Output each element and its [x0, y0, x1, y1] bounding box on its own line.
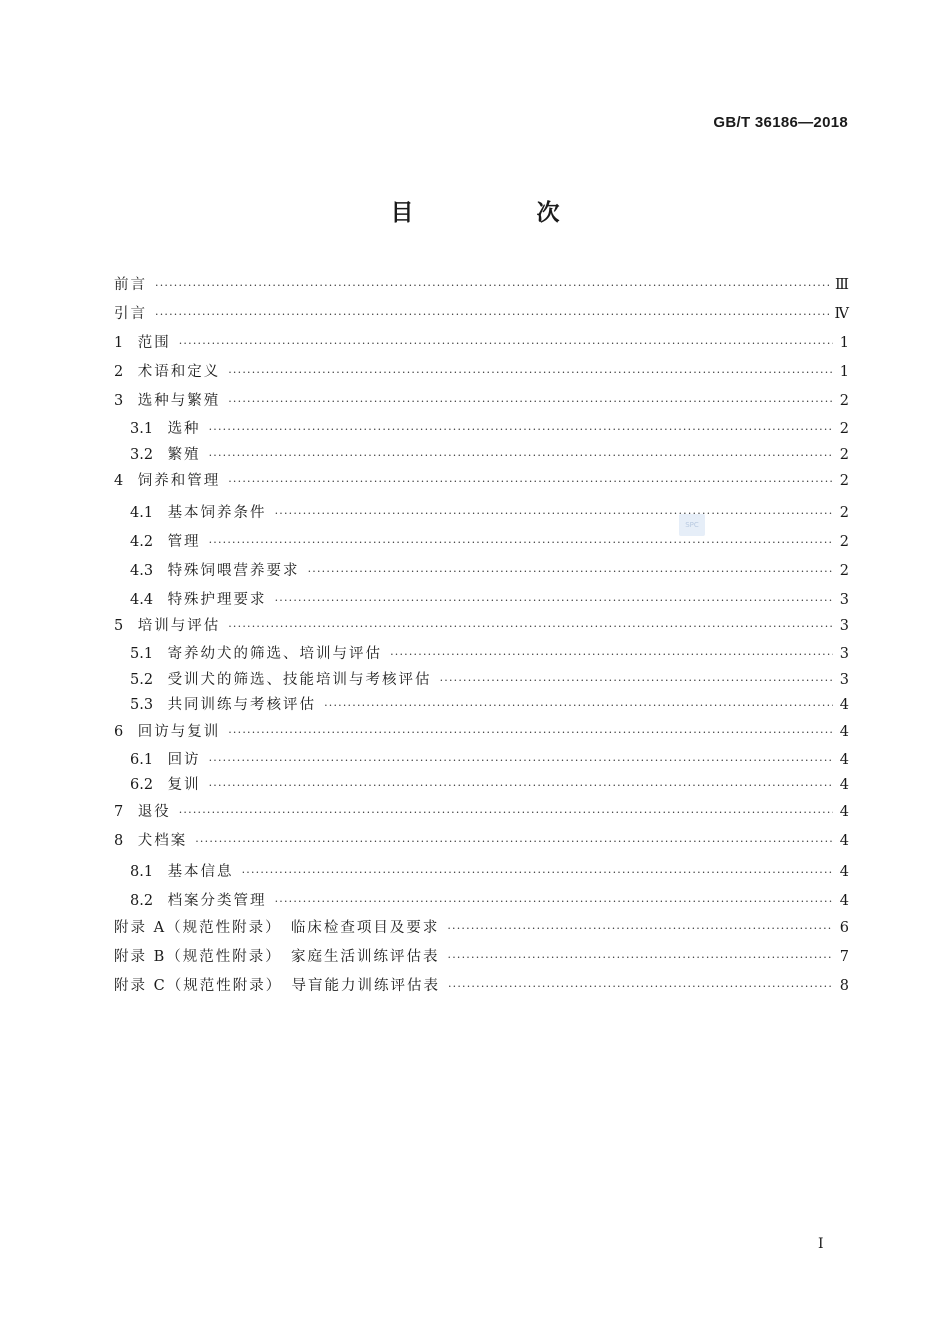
toc-entry-page: 2: [839, 562, 849, 579]
toc-entry-label: 基本信息: [167, 864, 234, 880]
toc-leader-dots: [155, 302, 829, 328]
toc-entry-label: 选种: [167, 421, 201, 437]
toc-entry[interactable]: [114, 613, 849, 642]
toc-entry[interactable]: [114, 588, 849, 614]
toc-leader-dots: [440, 668, 833, 694]
toc-entry-label: 引言: [114, 306, 147, 322]
toc-leader-dots: [228, 720, 833, 746]
toc-entry[interactable]: [114, 860, 849, 886]
toc-leader-dots: [275, 501, 833, 527]
toc-entry-label: 寄养幼犬的筛选、培训与评估: [167, 646, 383, 662]
toc-leader-dots: [228, 469, 833, 495]
toc-entry-number: 3: [114, 393, 138, 409]
toc-entry-page: 4: [839, 864, 849, 880]
toc-entry-label: 饲养和管理: [137, 473, 221, 489]
toc-entry-number: 4.2: [130, 533, 168, 550]
toc-entry-number: 8.1: [130, 864, 168, 880]
toc-leader-dots: [308, 559, 833, 585]
toc-entry[interactable]: [114, 828, 849, 857]
toc-entry-label: 附录 C（规范性附录） 导盲能力训练评估表: [114, 977, 440, 994]
toc-leader-dots: [275, 588, 833, 614]
toc-entry-page: Ⅳ: [834, 306, 849, 322]
toc-entry[interactable]: [114, 889, 849, 915]
toc-entry-page: 3: [839, 591, 849, 608]
toc-leader-dots: [179, 331, 833, 357]
toc-entry-label: 特殊饲喂营养要求: [167, 562, 300, 579]
toc-entry-page: 1: [839, 364, 849, 380]
toc-entry[interactable]: [114, 693, 849, 719]
toc-entry-page: 4: [839, 832, 849, 849]
toc-leader-dots: [209, 530, 833, 556]
toc-entry-label: 术语和定义: [137, 364, 221, 380]
toc-entry[interactable]: [114, 417, 849, 443]
toc-entry-page: 2: [839, 446, 849, 463]
toc-entry-number: 7: [114, 803, 138, 820]
toc-leader-dots: [209, 773, 833, 799]
toc-entry-label: 犬档案: [137, 832, 188, 849]
toc-entry[interactable]: [114, 559, 849, 585]
toc-entry-page: 2: [839, 504, 849, 521]
toc-entry-label: 特殊护理要求: [167, 591, 267, 608]
toc-entry-label: 回访与复训: [137, 723, 221, 740]
toc-leader-dots: [228, 614, 833, 640]
toc-entry[interactable]: [114, 973, 849, 1002]
toc-leader-dots: [155, 273, 829, 299]
toc-entry-number: 6: [114, 723, 138, 740]
toc-entry[interactable]: [114, 719, 849, 748]
toc-entry-number: 1: [114, 335, 138, 351]
watermark-logo-icon: SPC: [679, 514, 705, 536]
toc-entry-number: 4.1: [130, 504, 168, 521]
toc-entry-label: 繁殖: [167, 446, 201, 463]
toc-entry-number: 5: [114, 618, 138, 634]
toc-entry-page: 4: [839, 723, 849, 740]
toc-entry-page: 4: [839, 803, 849, 820]
toc-entry[interactable]: [114, 668, 849, 694]
toc-entry-page: 3: [839, 618, 849, 634]
toc-entry-label: 回访: [167, 751, 201, 768]
toc-entry-number: 5.3: [130, 697, 168, 713]
toc-entry[interactable]: [114, 944, 849, 973]
toc-entry[interactable]: [114, 773, 849, 799]
toc-entry-number: 8.2: [130, 893, 168, 909]
toc-leader-dots: [228, 360, 833, 386]
toc-entry[interactable]: [114, 359, 849, 388]
toc-entry-page: 4: [839, 893, 849, 909]
page-number: Ⅰ: [818, 1236, 824, 1252]
toc-entry[interactable]: [114, 501, 849, 527]
toc-entry-page: 1: [839, 335, 849, 351]
toc-entry-label: 基本饲养条件: [167, 504, 267, 521]
toc-entry-number: 6.2: [130, 777, 168, 793]
page-title: 目 次: [390, 200, 610, 226]
toc-entry-number: 5.1: [130, 646, 168, 662]
toc-entry-page: 4: [839, 697, 849, 713]
toc-leader-dots: [447, 916, 833, 942]
toc-entry[interactable]: [114, 330, 849, 359]
toc-leader-dots: [448, 974, 833, 1000]
toc-entry[interactable]: [114, 642, 849, 668]
toc-leader-dots: [242, 860, 833, 886]
toc-entry-page: 8: [839, 977, 849, 994]
toc-entry-label: 档案分类管理: [167, 893, 267, 909]
toc-entry-label: 附录 A（规范性附录） 临床检查项目及要求: [114, 919, 440, 936]
toc-entry[interactable]: [114, 530, 849, 556]
toc-leader-dots: [448, 945, 833, 971]
toc-entry-number: 2: [114, 364, 138, 380]
toc-entry-label: 培训与评估: [137, 618, 221, 634]
toc-leader-dots: [390, 642, 833, 668]
toc-leader-dots: [324, 693, 833, 719]
toc-entry[interactable]: [114, 272, 849, 301]
table-of-contents: [114, 272, 849, 1002]
toc-entry-number: 3.2: [130, 446, 168, 463]
toc-entry-number: 4.4: [130, 591, 168, 608]
toc-leader-dots: [195, 829, 833, 855]
toc-entry-label: 受训犬的筛选、技能培训与考核评估: [167, 671, 432, 688]
toc-entry-page: 2: [839, 473, 849, 489]
toc-entry-label: 共同训练与考核评估: [167, 697, 317, 713]
toc-entry-number: 4.3: [130, 562, 168, 579]
toc-entry[interactable]: [114, 799, 849, 828]
toc-entry-label: 范围: [137, 335, 171, 351]
toc-entry-label: 选种与繁殖: [137, 393, 221, 409]
toc-entry-page: 4: [839, 751, 849, 768]
toc-entry-number: 4: [114, 473, 138, 489]
toc-entry-label: 附录 B（规范性附录） 家庭生活训练评估表: [114, 948, 440, 965]
toc-entry-page: 3: [839, 646, 849, 662]
toc-entry[interactable]: [114, 301, 849, 330]
standard-code: GB/T 36186—2018: [713, 114, 848, 131]
toc-entry-page: 7: [839, 948, 849, 965]
toc-entry[interactable]: [114, 443, 849, 469]
toc-leader-dots: [209, 443, 833, 469]
toc-leader-dots: [209, 417, 833, 443]
toc-entry[interactable]: [114, 748, 849, 774]
toc-entry[interactable]: [114, 915, 849, 944]
toc-entry-label: 复训: [167, 777, 201, 793]
toc-leader-dots: [179, 800, 833, 826]
toc-entry-label: 管理: [167, 533, 201, 550]
toc-entry-page: 2: [839, 421, 849, 437]
toc-entry-page: 4: [839, 777, 849, 793]
toc-entry-page: 3: [839, 671, 849, 688]
toc-entry-number: 5.2: [130, 671, 168, 688]
toc-entry-page: 6: [839, 919, 849, 936]
toc-entry-page: 2: [839, 393, 849, 409]
toc-entry-label: 前言: [114, 277, 147, 293]
toc-entry-page: 2: [839, 533, 849, 550]
toc-leader-dots: [228, 389, 833, 415]
toc-entry-label: 退役: [137, 803, 171, 820]
toc-entry-page: Ⅲ: [835, 277, 849, 293]
toc-entry-number: 3.1: [130, 421, 168, 437]
toc-entry[interactable]: [114, 388, 849, 417]
toc-leader-dots: [275, 889, 833, 915]
toc-entry-number: 8: [114, 832, 138, 849]
toc-leader-dots: [209, 748, 833, 774]
toc-entry[interactable]: [114, 468, 849, 497]
toc-entry-number: 6.1: [130, 751, 168, 768]
